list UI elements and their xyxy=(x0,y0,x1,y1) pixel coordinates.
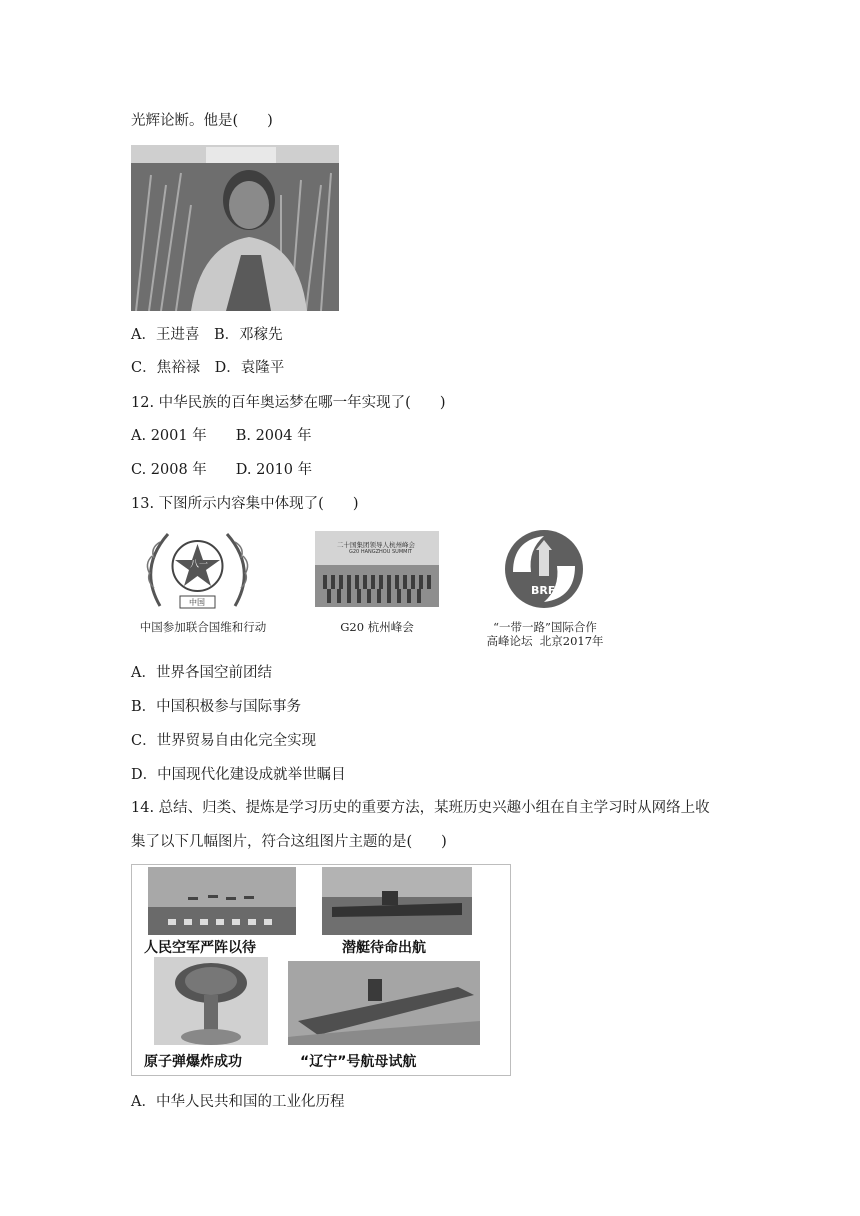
collage-air-force-photo xyxy=(148,867,296,935)
q11-options-row2: C．焦裕禄 D．袁隆平 xyxy=(131,360,285,376)
q11-stem-tail: 光辉论断。他是( ) xyxy=(131,113,273,129)
q13-stem: 13. 下图所示内容集中体现了( ) xyxy=(131,496,359,512)
q13-figure-g20 xyxy=(315,531,439,607)
q13-caption-peacekeeping: 中国参加联合国维和行动 xyxy=(139,620,267,634)
collage-label-air-force: 人民空军严阵以待 xyxy=(144,940,256,956)
collage-carrier-photo xyxy=(288,961,480,1045)
q14-stem-line2: 集了以下几幅图片，符合这组图片主题的是( ) xyxy=(131,834,447,850)
g20-banner-line2: G20 HANGZHOU SUMMIT xyxy=(349,549,412,555)
q14-option-a: A．中华人民共和国的工业化历程 xyxy=(131,1094,345,1110)
q14-collage xyxy=(131,864,511,1076)
mushroom-cloud-image xyxy=(154,957,268,1045)
g20-banner-line1: 二十国集团领导人杭州峰会 xyxy=(337,541,415,549)
q11-options-row1: A．王进喜 B．邓稼先 xyxy=(131,327,283,343)
peacekeeping-badge-text: 中国 xyxy=(189,598,205,607)
peacekeeping-emblem-center-text: 八一 xyxy=(190,560,209,570)
brf-logo-text: BRF xyxy=(531,584,556,597)
collage-submarine-photo xyxy=(322,867,472,935)
q13-option-b: B．中国积极参与国际事务 xyxy=(131,699,302,715)
collage-atomic-bomb-photo xyxy=(154,957,268,1045)
q13-caption-g20: G20 杭州峰会 xyxy=(340,620,414,634)
q13-caption-brf-line1: “一带一路”国际合作 xyxy=(493,620,597,634)
q13-option-d: D．中国现代化建设成就举世瞩目 xyxy=(131,767,346,783)
collage-label-atomic-bomb: 原子弹爆炸成功 xyxy=(144,1054,242,1070)
q14-stem-line1: 14. 总结、归类、提炼是学习历史的重要方法，某班历史兴趣小组在自主学习时从网络上收 xyxy=(131,800,710,816)
q12-options-row1: A. 2001 年 B. 2004 年 xyxy=(131,428,312,444)
q12-stem: 12. 中华民族的百年奥运梦在哪一年实现了( ) xyxy=(131,395,446,411)
brf-logo-icon xyxy=(503,528,585,610)
q12-options-row2: C. 2008 年 D. 2010 年 xyxy=(131,462,313,478)
fighter-jets-image xyxy=(148,867,296,935)
submarine-image xyxy=(322,867,472,935)
q13-caption-brf-line2: 高峰论坛 北京2017年 xyxy=(486,634,604,648)
collage-label-carrier: “辽宁”号航母试航 xyxy=(300,1054,417,1070)
q13-option-a: A．世界各国空前团结 xyxy=(131,665,272,681)
q11-portrait-photo xyxy=(131,145,339,311)
q13-figure-brf xyxy=(503,528,585,610)
aircraft-carrier-image xyxy=(288,961,480,1045)
farmer-in-rice-field-image xyxy=(131,145,339,311)
collage-label-submarine: 潜艇待命出航 xyxy=(342,940,426,956)
q13-option-c: C．世界贸易自由化完全实现 xyxy=(131,733,317,749)
q13-figure-peacekeeping xyxy=(140,528,255,614)
